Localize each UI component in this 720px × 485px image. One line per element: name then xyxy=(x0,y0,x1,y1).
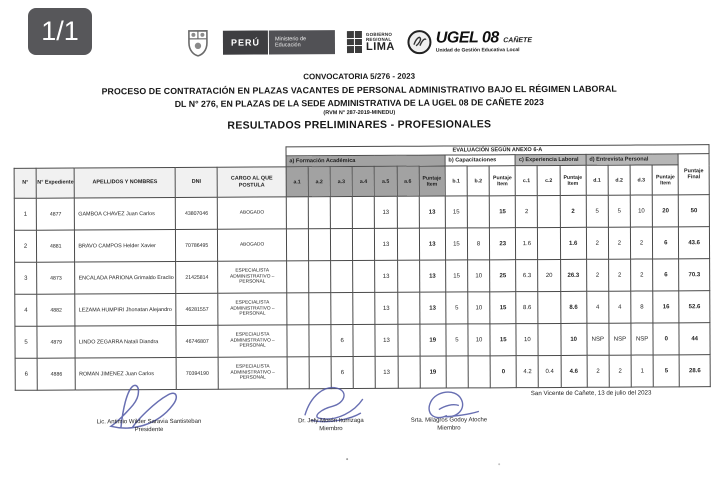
score-cell-12: 2 xyxy=(560,195,586,227)
cell-exp: 4879 xyxy=(37,326,75,358)
cell-cargo: ESPECIALISTA ADMINISTRATIVO – PERSONAL xyxy=(218,357,287,389)
score-cell-16: 16 xyxy=(653,291,679,323)
score-cell-10: 1.6 xyxy=(516,228,538,260)
group-c-header: c) Experiencia Laboral xyxy=(515,154,586,165)
score-cell-17: 70.3 xyxy=(679,259,710,291)
ugel-suffix: CAÑETE xyxy=(503,37,532,45)
score-cell-14: 5 xyxy=(608,195,630,227)
subcolumn-header-2-2: Puntaje Item xyxy=(560,165,586,195)
left-column-header-4: CARGO AL QUE POSTULA xyxy=(217,167,286,197)
score-cell-13: 2 xyxy=(586,259,608,291)
cell-exp: 4882 xyxy=(37,294,75,326)
subcolumn-header-1-1: b.2 xyxy=(467,166,489,196)
score-cell-17: 50 xyxy=(679,195,710,227)
scan-speck xyxy=(498,463,500,465)
score-cell-3 xyxy=(353,292,375,324)
score-cell-8 xyxy=(468,356,490,388)
score-cell-13: 4 xyxy=(587,291,609,323)
score-cell-4: 13 xyxy=(375,228,397,260)
cell-name: LEZAMA HUMPIRI Jhonatan Alejandro xyxy=(75,293,176,326)
subcolumn-header-3-0: d.1 xyxy=(586,165,608,195)
score-cell-2 xyxy=(331,293,353,325)
score-cell-16: 20 xyxy=(652,195,678,227)
cell-cargo: ABOGADO xyxy=(218,229,287,261)
table-row xyxy=(14,195,709,231)
score-cell-0 xyxy=(287,325,309,357)
score-cell-7: 15 xyxy=(445,260,467,292)
cell-dni: 46281557 xyxy=(176,293,218,325)
subcolumn-header-0-3: a.4 xyxy=(352,166,374,196)
subcolumn-header-0-6: Puntaje Item xyxy=(419,166,445,196)
table-row xyxy=(15,323,710,359)
score-cell-17: 44 xyxy=(679,323,710,355)
cell-dni: 70786495 xyxy=(175,229,217,261)
score-cell-12: 8.6 xyxy=(560,291,586,323)
subcolumn-header-row xyxy=(14,165,709,199)
gob-line3: LIMA xyxy=(365,40,395,53)
gob-line1: GOBIERNO xyxy=(365,31,393,37)
score-cell-10: 8.6 xyxy=(516,292,538,324)
score-cell-10: 2 xyxy=(516,196,538,228)
cell-exp: 4877 xyxy=(36,198,74,230)
cell-n: 4 xyxy=(15,294,37,326)
signatory-1-role: Presidente xyxy=(134,427,164,434)
score-cell-8: 10 xyxy=(468,292,490,324)
cell-exp: 4886 xyxy=(37,358,75,390)
score-cell-15: 2 xyxy=(631,259,653,291)
score-cell-15: NSP xyxy=(631,323,653,355)
score-cell-2 xyxy=(331,261,353,293)
title-line-3: (RVM N° 287-2019-MINEDU) xyxy=(323,109,396,117)
score-cell-8 xyxy=(467,196,489,228)
score-cell-2 xyxy=(331,229,353,261)
cell-name: BRAVO CAMPOS Helder Xavier xyxy=(75,229,176,262)
signatory-2-role: Miembro xyxy=(319,426,343,433)
score-cell-10: 6.3 xyxy=(516,260,538,292)
score-cell-5 xyxy=(398,356,420,388)
header-logos xyxy=(185,23,532,61)
cell-n: 3 xyxy=(15,262,37,294)
peru-coat-of-arms-icon xyxy=(185,28,211,58)
subcolumn-header-3-2: d.3 xyxy=(630,165,652,195)
score-cell-2: 6 xyxy=(331,357,353,389)
score-cell-8: 8 xyxy=(467,228,489,260)
score-cell-7: 5 xyxy=(446,324,468,356)
score-cell-17: 52.6 xyxy=(679,291,710,323)
left-column-header-2: APELLIDOS Y NOMBRES xyxy=(74,167,175,198)
score-cell-17: 28.6 xyxy=(679,355,710,387)
score-cell-15: 8 xyxy=(631,291,653,323)
left-column-header-3: DNI xyxy=(175,167,217,197)
signatory-1-name: Lic. Antimio Wilder Saravia Santisteban xyxy=(96,418,202,426)
score-cell-3 xyxy=(353,196,375,228)
score-cell-11: 0.4 xyxy=(539,355,561,387)
signature-block-1 xyxy=(79,419,219,434)
score-cell-3 xyxy=(353,228,375,260)
score-cell-13: 2 xyxy=(586,227,608,259)
score-cell-14: 2 xyxy=(608,227,630,259)
score-cell-7: 5 xyxy=(446,292,468,324)
cell-dni: 70394190 xyxy=(176,357,218,389)
final-score-header: Puntaje Final xyxy=(678,154,709,195)
score-cell-4: 13 xyxy=(375,356,397,388)
score-cell-5 xyxy=(397,228,419,260)
score-cell-2 xyxy=(330,197,352,229)
score-cell-0 xyxy=(286,229,308,261)
subcolumn-header-0-1: a.2 xyxy=(308,167,330,197)
gobierno-regional-icon xyxy=(347,31,363,53)
cell-name: ENCALADA PARIONA Grimaldo Eraclio xyxy=(75,261,176,294)
score-cell-5 xyxy=(397,196,419,228)
results-title: RESULTADOS PRELIMINARES - PROFESIONALES xyxy=(227,118,492,132)
score-cell-15: 2 xyxy=(630,227,652,259)
ministry-label: Ministerio de Educación xyxy=(269,30,335,54)
score-cell-1 xyxy=(308,197,330,229)
date-place-line: San Vicente de Cañete, 13 de julio del 2023 xyxy=(530,389,652,398)
table-row xyxy=(14,227,709,263)
group-b-header: b) Capacitaciones xyxy=(445,155,516,166)
score-cell-5 xyxy=(397,324,419,356)
score-cell-13: 2 xyxy=(587,355,609,387)
score-cell-9: 0 xyxy=(490,356,516,388)
cell-n: 6 xyxy=(15,358,37,390)
score-cell-8: 10 xyxy=(468,324,490,356)
score-cell-9: 25 xyxy=(490,260,516,292)
score-cell-1 xyxy=(309,261,331,293)
cell-cargo: ESPECIALISTA ADMINISTRATIVO – PERSONAL xyxy=(218,325,287,357)
score-cell-6: 13 xyxy=(419,228,445,260)
eval-band-header: EVALUACIÓN SEGÚN ANEXO 6-A xyxy=(286,145,709,156)
score-cell-6: 13 xyxy=(419,196,445,228)
score-cell-0 xyxy=(286,261,308,293)
score-cell-14: 2 xyxy=(608,259,630,291)
score-cell-9: 15 xyxy=(489,196,515,228)
group-d-header: d) Entrevista Personal xyxy=(586,154,679,165)
cell-exp: 4873 xyxy=(37,262,75,294)
page-indicator-badge xyxy=(28,8,92,55)
score-cell-11 xyxy=(538,323,560,355)
score-cell-9: 15 xyxy=(490,292,516,324)
score-cell-7: 15 xyxy=(445,228,467,260)
ugel-name: UGEL 08 xyxy=(435,29,499,47)
subcolumn-header-0-5: a.6 xyxy=(397,166,419,196)
results-table xyxy=(13,144,710,391)
subcolumn-header-3-3: Puntaje Item xyxy=(652,165,678,195)
score-cell-2: 6 xyxy=(331,325,353,357)
score-cell-10: 4.2 xyxy=(516,356,538,388)
score-cell-0 xyxy=(286,197,308,229)
page-indicator-label: 1/1 xyxy=(41,16,79,46)
score-cell-11 xyxy=(538,291,560,323)
score-cell-12: 4.6 xyxy=(561,355,587,387)
cell-name: ROMAN JIMENEZ Juan Carlos xyxy=(75,357,176,390)
ugel-subtitle: Unidad de Gestión Educativa Local xyxy=(435,47,520,54)
cell-n: 5 xyxy=(15,326,37,358)
signatory-2-name: Dr. Jefy Morón Iturrizaga xyxy=(298,417,364,425)
score-cell-6: 13 xyxy=(419,292,445,324)
subcolumn-header-1-0: b.1 xyxy=(445,166,467,196)
convocatoria-line: CONVOCATORIA 5/276 - 2023 xyxy=(303,71,416,82)
cell-dni: 46746807 xyxy=(176,325,218,357)
signature-block-2 xyxy=(271,418,391,433)
score-cell-14: 2 xyxy=(609,355,631,387)
score-cell-12: 1.6 xyxy=(560,227,586,259)
cell-name: LINDO ZEGARRA Natali Diandra xyxy=(75,325,176,358)
score-cell-8: 10 xyxy=(468,260,490,292)
cell-cargo: ABOGADO xyxy=(218,197,287,229)
score-cell-9: 23 xyxy=(490,228,516,260)
cell-dni: 21425814 xyxy=(176,261,218,293)
score-cell-14: NSP xyxy=(609,323,631,355)
score-cell-0 xyxy=(287,293,309,325)
score-cell-1 xyxy=(309,325,331,357)
cell-dni: 43807046 xyxy=(175,197,217,229)
cell-cargo: ESPECIALISTA ADMINISTRATIVO – PERSONAL xyxy=(218,293,287,325)
ugel-emblem-icon xyxy=(407,29,432,54)
score-cell-10: 10 xyxy=(516,324,538,356)
subcolumn-header-0-4: a.5 xyxy=(374,166,396,196)
cell-name: GAMBOA CHAVEZ Juan Carlos xyxy=(75,197,176,230)
signatory-3-name: Srta. Milagros Godoy Atoche xyxy=(410,417,488,424)
score-cell-1 xyxy=(308,229,330,261)
subcolumn-header-0-2: a.3 xyxy=(330,167,352,197)
subcolumn-header-1-2: Puntaje Item xyxy=(489,166,515,196)
scan-speck xyxy=(346,458,348,460)
score-cell-4: 13 xyxy=(375,324,397,356)
cell-n: 2 xyxy=(14,230,36,262)
ministry-logo xyxy=(223,30,335,55)
score-cell-13: NSP xyxy=(587,323,609,355)
score-cell-3 xyxy=(353,324,375,356)
score-cell-5 xyxy=(397,260,419,292)
group-a-header: a) Formación Académica xyxy=(286,155,445,167)
score-cell-16: 6 xyxy=(653,227,679,259)
peru-label: PERÚ xyxy=(223,30,269,54)
subcolumn-header-2-0: c.1 xyxy=(515,166,537,196)
signatory-3-role: Miembro xyxy=(437,425,461,432)
score-cell-12: 10 xyxy=(561,323,587,355)
ugel-logo xyxy=(407,29,532,55)
score-cell-7: 15 xyxy=(445,196,467,228)
score-cell-11: 20 xyxy=(538,259,560,291)
table-row xyxy=(15,291,710,327)
left-column-header-0: N° xyxy=(14,168,36,198)
score-cell-12: 26.3 xyxy=(560,259,586,291)
subcolumn-header-3-1: d.2 xyxy=(608,165,630,195)
score-cell-15: 1 xyxy=(631,355,653,387)
gobierno-regional-lima-logo xyxy=(347,31,395,53)
score-cell-16: 6 xyxy=(653,259,679,291)
subcolumn-header-2-1: c.2 xyxy=(538,165,560,195)
gob-line2: REGIONAL xyxy=(365,36,392,42)
score-cell-13: 5 xyxy=(586,195,608,227)
title-line-1: PROCESO DE CONTRATACIÓN EN PLAZAS VACANTES DE PERSONAL ADMINISTRATIVO BAJO EL RÉGIMEN LABORAL xyxy=(101,83,617,97)
table-row xyxy=(15,259,710,295)
score-cell-5 xyxy=(397,292,419,324)
cell-n: 1 xyxy=(14,198,36,230)
score-cell-6: 13 xyxy=(419,260,445,292)
score-cell-16: 5 xyxy=(653,355,679,387)
score-cell-4: 13 xyxy=(375,260,397,292)
signature-block-3 xyxy=(389,417,509,432)
score-cell-3 xyxy=(353,260,375,292)
score-cell-14: 4 xyxy=(609,291,631,323)
score-cell-17: 43.6 xyxy=(679,227,710,259)
score-cell-4: 13 xyxy=(375,196,397,228)
score-cell-9: 15 xyxy=(490,324,516,356)
score-cell-6: 19 xyxy=(420,356,446,388)
score-cell-11 xyxy=(538,195,560,227)
cell-cargo: ESPECIALISTA ADMINISTRATIVO – PERSONAL xyxy=(218,261,287,293)
score-cell-1 xyxy=(309,293,331,325)
subcolumn-header-0-0: a.1 xyxy=(286,167,308,197)
score-cell-4: 13 xyxy=(375,292,397,324)
left-column-header-1: N° Expediente xyxy=(36,168,74,198)
title-line-2: DL N° 276, EN PLAZAS DE LA SEDE ADMINISTRATIVA DE LA UGEL 08 DE CAÑETE 2023 xyxy=(174,97,544,109)
score-cell-11 xyxy=(538,227,560,259)
score-cell-15: 10 xyxy=(630,195,652,227)
document-titles xyxy=(0,70,719,133)
cell-exp: 4881 xyxy=(37,230,75,262)
score-cell-7 xyxy=(446,356,468,388)
score-cell-16: 0 xyxy=(653,323,679,355)
score-cell-6: 19 xyxy=(420,324,446,356)
